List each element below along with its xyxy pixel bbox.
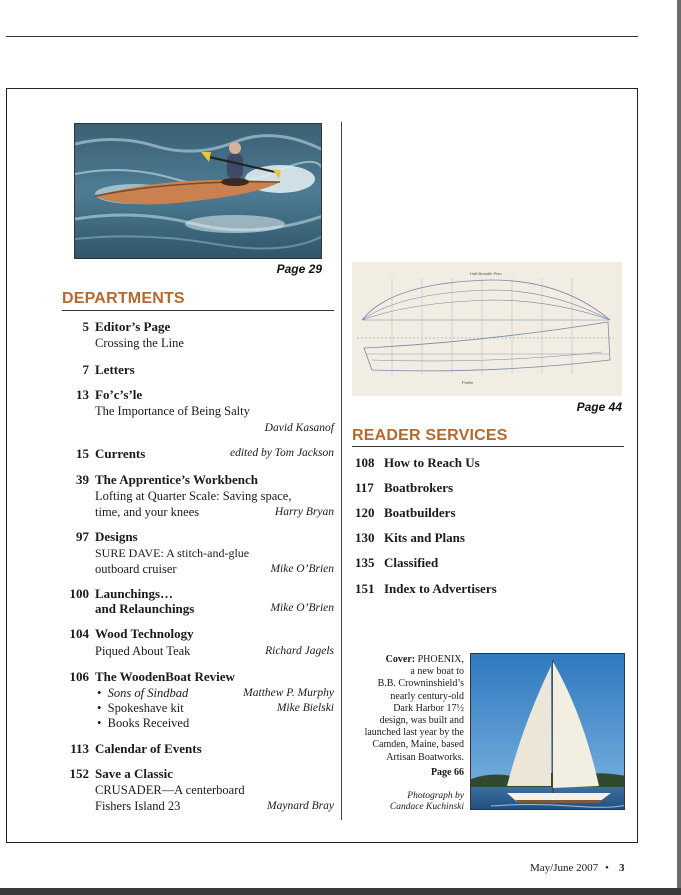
half-breadth-plan-label: Half-Breadth Plan bbox=[470, 271, 502, 276]
review-bullet-item: • Books Received bbox=[97, 716, 190, 730]
entry-title[interactable]: Editor’s Page bbox=[95, 319, 171, 334]
entry-page-number: 15 bbox=[76, 446, 89, 461]
page-edge-right bbox=[677, 0, 681, 895]
sailboat-illustration bbox=[471, 654, 625, 810]
cover-line bbox=[364, 654, 464, 666]
footer-date: May/June 2007 bbox=[530, 862, 599, 874]
service-page-number: 135 bbox=[355, 555, 375, 570]
entry-page-number: 152 bbox=[69, 766, 89, 781]
service-title[interactable]: Index to Advertisers bbox=[384, 581, 497, 596]
cover-page-ref: Page 66 bbox=[430, 767, 464, 778]
top-rule bbox=[6, 36, 638, 37]
kayak-photo-caption: Page 29 bbox=[276, 262, 322, 276]
entry-subtitle: Piqued About Teak bbox=[95, 644, 191, 658]
service-title[interactable]: Boatbuilders bbox=[384, 505, 456, 520]
entry-title[interactable]: Fo’c’s’le bbox=[95, 387, 143, 402]
column-divider bbox=[341, 122, 342, 820]
entry-subtitle: Crossing the Line bbox=[95, 336, 184, 350]
entry-subtitle: SURE DAVE: A stitch-and-glue bbox=[95, 546, 250, 560]
service-page-number: 108 bbox=[355, 455, 375, 470]
service-page-number: 130 bbox=[355, 530, 375, 545]
entry-subtitle: CRUSADER—A centerboard bbox=[95, 783, 245, 797]
service-page-number: 117 bbox=[355, 480, 374, 495]
entry-title[interactable]: The Apprentice’s Workbench bbox=[95, 472, 259, 487]
photo-credit-line: Photograph by bbox=[407, 791, 464, 801]
entry-title[interactable]: Wood Technology bbox=[95, 626, 194, 641]
cover-description bbox=[364, 654, 464, 764]
entry-subtitle: time, and your knees bbox=[95, 505, 200, 519]
cover-line: Artisan Boatworks. bbox=[386, 751, 464, 763]
photo-credit-line: Candace Kuchinski bbox=[389, 802, 464, 812]
cover-line: nearly century-old bbox=[390, 690, 464, 702]
profile-label: Profile bbox=[462, 380, 474, 385]
departments-heading: DEPARTMENTS bbox=[62, 290, 185, 307]
cover-line: launched last year by the bbox=[364, 727, 464, 739]
service-title[interactable]: Classified bbox=[384, 555, 439, 570]
service-title[interactable]: Boatbrokers bbox=[384, 480, 454, 495]
review-bullet-text: Sons of Sindbad bbox=[107, 686, 189, 700]
entry-title[interactable]: Letters bbox=[95, 362, 135, 377]
entry-title[interactable]: and Relaunchings bbox=[95, 601, 195, 616]
review-bullet-item: • Spokeshave kit bbox=[97, 701, 184, 715]
entry-credit: Richard Jagels bbox=[265, 645, 334, 657]
entry-page-number: 104 bbox=[69, 626, 89, 641]
entry-title[interactable]: Launchings… bbox=[95, 586, 174, 601]
entry-page-number: 100 bbox=[69, 586, 89, 601]
entry-credit: Mike O’Brien bbox=[270, 602, 334, 614]
entry-page-number: 39 bbox=[76, 472, 89, 487]
cover-line: a new boat to bbox=[410, 666, 464, 678]
entry-page-number: 106 bbox=[69, 669, 89, 684]
sailboat-photo bbox=[470, 653, 625, 810]
entry-credit: Matthew P. Murphy bbox=[243, 687, 334, 699]
entry-title[interactable]: Calendar of Events bbox=[95, 741, 202, 756]
boat-plan-drawing bbox=[352, 262, 622, 396]
reader-services-rule bbox=[352, 446, 624, 447]
entry-page-number: 113 bbox=[70, 741, 89, 756]
entry-title[interactable]: Designs bbox=[95, 529, 138, 544]
kayak-photo bbox=[74, 123, 322, 259]
entry-subtitle: The Importance of Being Salty bbox=[95, 404, 250, 418]
plan-caption: Page 44 bbox=[576, 400, 622, 414]
entry-credit: Harry Bryan bbox=[274, 506, 334, 518]
service-page-number: 120 bbox=[355, 505, 375, 520]
entry-subtitle: Lofting at Quarter Scale: Saving space, bbox=[95, 489, 292, 503]
review-bullet-item: • Sons of Sindbad bbox=[97, 686, 189, 700]
entry-credit: Mike Bielski bbox=[276, 702, 334, 714]
cover-line: Camden, Maine, based bbox=[372, 739, 464, 751]
entry-page-number: 97 bbox=[76, 529, 89, 544]
page-edge-bottom bbox=[0, 888, 681, 895]
cover-line: B.B. Crowninshield’s bbox=[377, 678, 464, 690]
kayak-illustration bbox=[75, 124, 322, 259]
entry-page-number: 7 bbox=[82, 362, 89, 377]
cover-line-text: PHOENIX, bbox=[417, 654, 464, 665]
entry-page-number: 5 bbox=[82, 319, 89, 334]
cover-label: Cover: bbox=[385, 654, 416, 665]
cover-line: Dark Harbor 17½ bbox=[393, 702, 464, 714]
footer-bullet: • bbox=[605, 862, 609, 874]
entry-title[interactable]: The WoodenBoat Review bbox=[95, 669, 235, 684]
entry-credit: edited by Tom Jackson bbox=[229, 447, 334, 459]
photo-credit bbox=[364, 791, 464, 813]
service-page-number: 151 bbox=[355, 581, 375, 596]
review-bullet-text: Books Received bbox=[107, 716, 190, 730]
entry-credit: Mike O’Brien bbox=[270, 563, 334, 575]
service-title[interactable]: How to Reach Us bbox=[384, 455, 480, 470]
reader-services-heading: READER SERVICES bbox=[352, 427, 508, 444]
entry-subtitle: outboard cruiser bbox=[95, 562, 177, 576]
entry-credit: Maynard Bray bbox=[267, 800, 334, 812]
review-bullet-text: Spokeshave kit bbox=[107, 701, 184, 715]
entry-page-number: 13 bbox=[76, 387, 89, 402]
entry-title[interactable]: Currents bbox=[95, 446, 146, 461]
entry-title[interactable]: Save a Classic bbox=[95, 766, 173, 781]
cover-line: design, was built and bbox=[379, 715, 464, 727]
boat-lines-plan bbox=[352, 262, 622, 396]
departments-rule bbox=[62, 310, 334, 311]
service-title[interactable]: Kits and Plans bbox=[384, 530, 465, 545]
footer-page-number: 3 bbox=[619, 862, 625, 874]
entry-credit: David Kasanof bbox=[264, 422, 334, 434]
entry-subtitle: Fishers Island 23 bbox=[95, 799, 181, 813]
